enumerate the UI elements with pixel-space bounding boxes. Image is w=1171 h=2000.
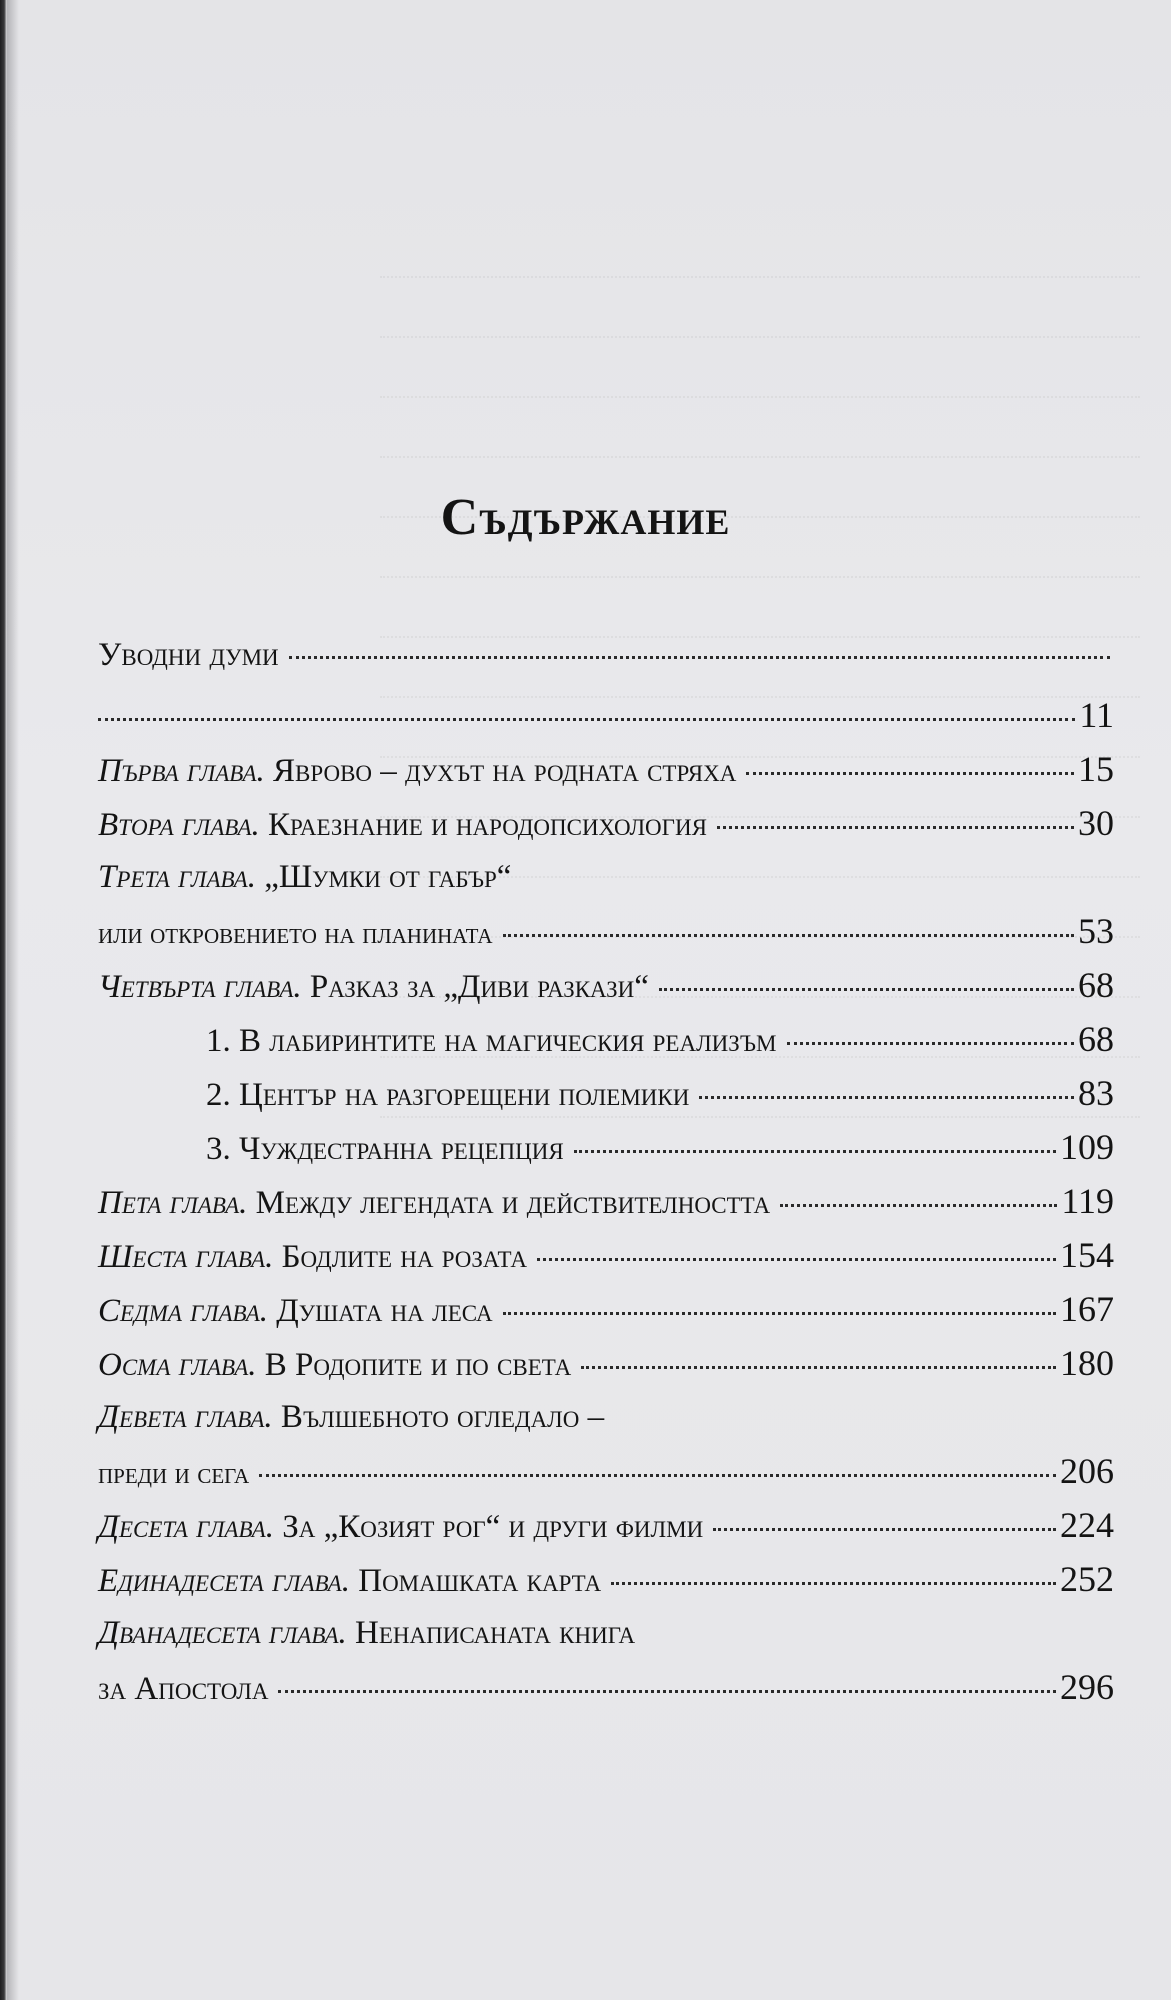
toc-entry-title: За „Козият рог“ и други филми (282, 1509, 704, 1545)
toc-entry-label: Дванадесета глава. (98, 1615, 347, 1651)
toc-entry-continuation: или откровението на планината (98, 917, 493, 950)
toc-entry-label: Шеста глава. (98, 1239, 274, 1275)
toc-entry-chapter-4 (98, 958, 1114, 1012)
toc-entry-chapter-7 (98, 1282, 1114, 1336)
toc-entry-page: 83 (1078, 1073, 1114, 1113)
toc-entry-page: 224 (1060, 1505, 1114, 1545)
dot-leader (611, 1582, 1056, 1585)
dot-leader (659, 988, 1074, 991)
toc-subentry-1 (98, 1012, 1114, 1066)
toc-subentry-2 (98, 1066, 1114, 1120)
toc-entry-label: Пета глава. (98, 1185, 248, 1221)
dot-leader (717, 826, 1074, 829)
toc-entry-chapter-3 (98, 850, 1114, 958)
toc-entry-title: 2. Център на разгорещени полемики (206, 1077, 690, 1113)
dot-leader (537, 1258, 1056, 1261)
toc-entry-page: 206 (1060, 1451, 1114, 1491)
toc-entry-title: Бодлите на розата (281, 1239, 528, 1275)
toc-entry-title: Между легендата и действителността (255, 1185, 771, 1221)
toc-entry-page: 180 (1060, 1343, 1114, 1383)
toc-entry-label: Трета глава. (98, 859, 256, 895)
dot-leader (503, 1312, 1056, 1315)
dot-leader (259, 1474, 1056, 1477)
toc-entry-page: 30 (1078, 803, 1114, 843)
dot-leader (699, 1096, 1074, 1099)
toc-entry-page: 167 (1060, 1289, 1114, 1329)
toc-entry-title: 3. Чуждестранна рецепция (206, 1131, 564, 1167)
toc-entry-page: 53 (1078, 911, 1114, 951)
toc-entry-page: 119 (1061, 1181, 1114, 1221)
dot-leader (289, 656, 1110, 659)
toc-entry-page: 252 (1060, 1559, 1114, 1599)
toc-entry-continuation: преди и сега (98, 1457, 250, 1490)
toc-entry-label: Първа глава. (98, 753, 265, 789)
dot-leader (713, 1528, 1056, 1531)
toc-entry-title: „Шумки от габър“ (264, 859, 512, 895)
dot-leader (746, 772, 1074, 775)
toc-entry-label: Седма глава. (98, 1293, 269, 1329)
toc-entry-page: 68 (1078, 1019, 1114, 1059)
toc-entry-page: 15 (1078, 749, 1114, 789)
toc-entry-chapter-1 (98, 742, 1114, 796)
toc-entry-page: 11 (1079, 695, 1114, 735)
toc-entry-title: В Родопите и по света (264, 1347, 572, 1383)
toc-entry-chapter-8 (98, 1336, 1114, 1390)
toc-subentry-3 (98, 1120, 1114, 1174)
toc-entry-title: Яврово – духът на родната стряха (273, 753, 737, 789)
dot-leader (503, 934, 1074, 937)
toc-entry-label: Осма глава. (98, 1347, 257, 1383)
toc-entry-chapter-10 (98, 1498, 1114, 1552)
toc-entry-title: Краезнание и народопсихология (268, 807, 707, 843)
page-title: Съдържание (440, 489, 731, 546)
toc-entry-title: Уводни думи (98, 637, 279, 673)
toc-entry-page: 109 (1060, 1127, 1114, 1167)
book-spine-shadow (0, 0, 7, 2000)
toc-entry-intro (98, 628, 1114, 742)
dot-leader (278, 1690, 1056, 1693)
toc-entry-title: 1. В лабиринтите на магическия реализъм (206, 1023, 777, 1059)
toc-entry-chapter-11 (98, 1552, 1114, 1606)
dot-leader (780, 1204, 1057, 1207)
table-of-contents (98, 628, 1114, 1714)
toc-entry-chapter-9 (98, 1390, 1114, 1498)
dot-leader (581, 1366, 1056, 1369)
toc-entry-label: Десета глава. (98, 1509, 274, 1545)
toc-entry-page: 296 (1060, 1667, 1114, 1707)
page-edge (7, 0, 19, 2000)
toc-entry-title: Ненаписаната книга (355, 1615, 636, 1651)
toc-entry-title: Душата на леса (276, 1293, 493, 1329)
dot-leader (787, 1042, 1075, 1045)
toc-entry-chapter-12 (98, 1606, 1114, 1714)
dot-leader (98, 718, 1075, 721)
toc-entry-label: Четвърта глава. (98, 969, 302, 1005)
toc-entry-page: 68 (1078, 965, 1114, 1005)
toc-entry-title: Помашката карта (358, 1563, 602, 1599)
toc-entry-title: Разказ за „Диви разкази“ (309, 969, 649, 1005)
toc-entry-chapter-5 (98, 1174, 1114, 1228)
toc-entry-chapter-6 (98, 1228, 1114, 1282)
toc-entry-title: Вълшебното огледало – (280, 1399, 605, 1435)
toc-entry-label: Девета глава. (98, 1399, 273, 1435)
toc-entry-label: Единадесета глава. (98, 1563, 350, 1599)
toc-entry-page: 154 (1060, 1235, 1114, 1275)
dot-leader (574, 1150, 1056, 1153)
toc-entry-chapter-2 (98, 796, 1114, 850)
toc-entry-continuation: за Апостола (98, 1671, 269, 1707)
toc-entry-label: Втора глава. (98, 807, 260, 843)
